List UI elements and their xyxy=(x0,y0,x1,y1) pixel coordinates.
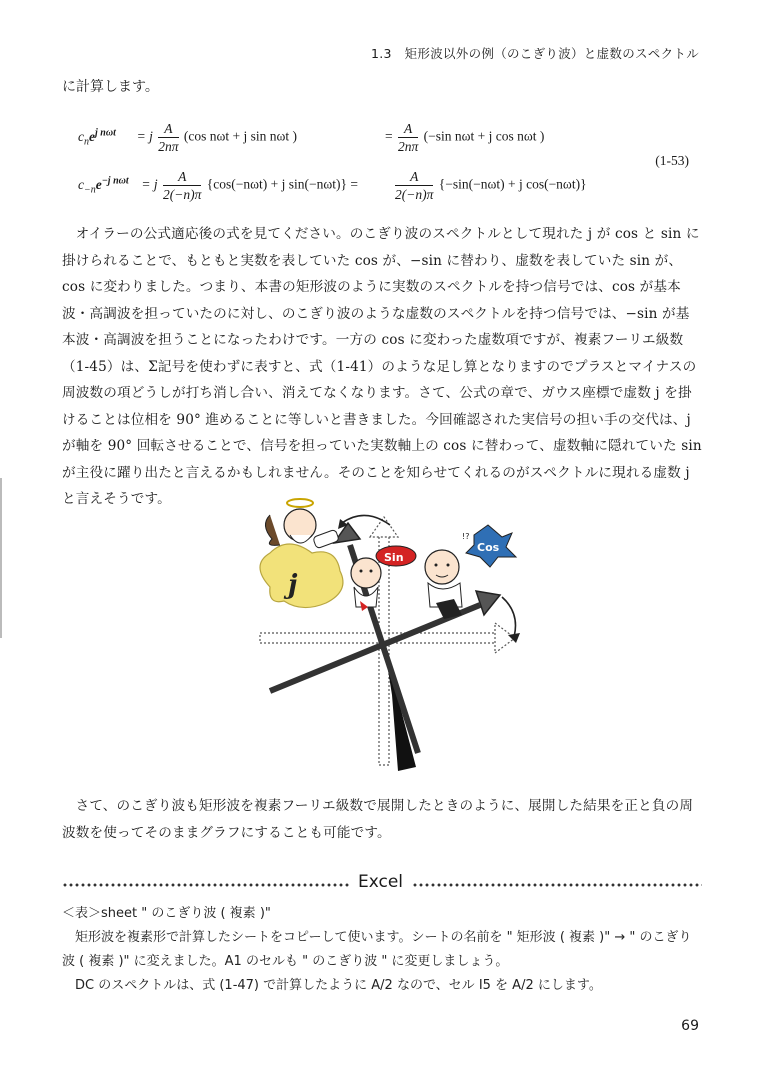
eq1-mid-body: (cos nωt + j sin nωt ) xyxy=(183,128,298,144)
cos-badge-label: Cos xyxy=(477,541,500,554)
equation-row-2-right xyxy=(393,168,587,203)
eq1-right-body: (−sin nωt + j cos nωt ) xyxy=(423,128,545,144)
surprise-label: !? xyxy=(462,532,470,541)
body-paragraph-2: さて、のこぎり波も矩形波を複素フーリエ級数で展開したときのように、展開した結果を正と負の周波数を使ってそのままグラフにすることも可能です。 xyxy=(62,798,694,841)
dotted-rule-right xyxy=(412,883,702,887)
eq1-right-fraction: $\frac{A}{2n\pi}$ xyxy=(398,121,419,154)
angel-character xyxy=(260,499,343,608)
excel-step-2: DC のスペクトルは、式 (1-47) で計算したように A/2 なので、セル I5 を A/2 にします。 xyxy=(75,978,602,993)
equation-row-2 xyxy=(78,168,358,203)
rotation-illustration xyxy=(240,495,540,785)
excel-section-title: Excel xyxy=(358,872,404,892)
running-header: 1.3 矩形波以外の例（のこぎり波）と虚数のスペクトル xyxy=(371,46,699,61)
excel-section-header xyxy=(62,874,702,894)
j-label: j xyxy=(288,570,298,600)
sin-badge-label: Sin xyxy=(384,551,404,564)
eq2-lhs: $c_{-n}e^{-j n\omega t}$ xyxy=(78,175,129,196)
sin-character xyxy=(351,546,416,611)
dotted-rule-left xyxy=(62,883,350,887)
margin-tab xyxy=(0,478,2,638)
body-paragraph-1: オイラーの公式適応後の式を見てください。のこぎり波のスペクトルとして現れた j が cos と sin に掛けられることで、もともと実数を表していた cos が、−sin に替わり、虚数を表していた sin が、cos に変わりました。つまり、本書の矩形波のように実数のスペクトルを持つ信号では、cos が基本波・高調波を担っていたのに対し、のこぎり波のような虚数のスペクトルを持つ信号では、−sin が基本波・高調波を担うことになったわけです。一方の cos に変わった虚数項ですが、複素フーリエ級数（1-45）は、Σ記号を使わずに表すと、式（1-41）のような足し算となりますのでプラスとマイナスの周波数の項どうしが打ち消し合い、消えてなくなります。さて、公式の章で、ガウス座標で虚数 j を掛けることは位相を 90° 進めることに等しいと書きました。今回確認された実信号の担い手の交代は、j が軸を 90° 回転させることで、信号を担っていた実数軸上の cos に替わって、虚数軸に隠れていた sin が主役に躍り出たと言えるかもしれません。そのことを知らせてくれるのがスペクトルに現れる虚数 j と言えそうです。 xyxy=(62,226,702,507)
eq2-mid-prefix: = j xyxy=(141,176,158,192)
equation-row-1 xyxy=(78,120,297,155)
eq1-mid-fraction: $\frac{A}{2n\pi}$ xyxy=(158,121,179,154)
eq1-mid-prefix: = j xyxy=(136,128,153,144)
intro-text: に計算します。 xyxy=(62,79,159,95)
excel-step-1: 矩形波を複素形で計算したシートをコピーして使います。シートの名前を " 矩形波 ( 複素 )" → " のこぎり波 ( 複素 )" に変えました。A1 のセルも " のこぎり波 " に変更しましょう。 xyxy=(62,930,692,969)
eq2-mid-body: {cos(−nωt) + j sin(−nωt)} = xyxy=(206,176,358,192)
eq2-right-body: {−sin(−nωt) + j cos(−nωt)} xyxy=(438,176,587,192)
cos-character xyxy=(425,525,516,619)
eq2-right-fraction: $\frac{A}{2(-n)\pi}$ xyxy=(395,169,434,202)
dotted-horizontal-axis xyxy=(260,623,515,653)
equation-number: (1-53) xyxy=(655,153,689,168)
excel-sheet-ref: ＜表＞sheet " のこぎり波 ( 複素 )" xyxy=(62,906,271,921)
eq1-lhs: $c_ne^{j n\omega t}$ xyxy=(78,127,116,148)
eq2-mid-fraction: $\frac{A}{2(-n)\pi}$ xyxy=(163,169,202,202)
excel-instructions xyxy=(62,902,702,998)
page-number: 69 xyxy=(681,1018,699,1034)
equation-row-1-right: = $\frac{A}{2n\pi}$ (−sin nωt + j cos nωt ) xyxy=(385,121,545,154)
